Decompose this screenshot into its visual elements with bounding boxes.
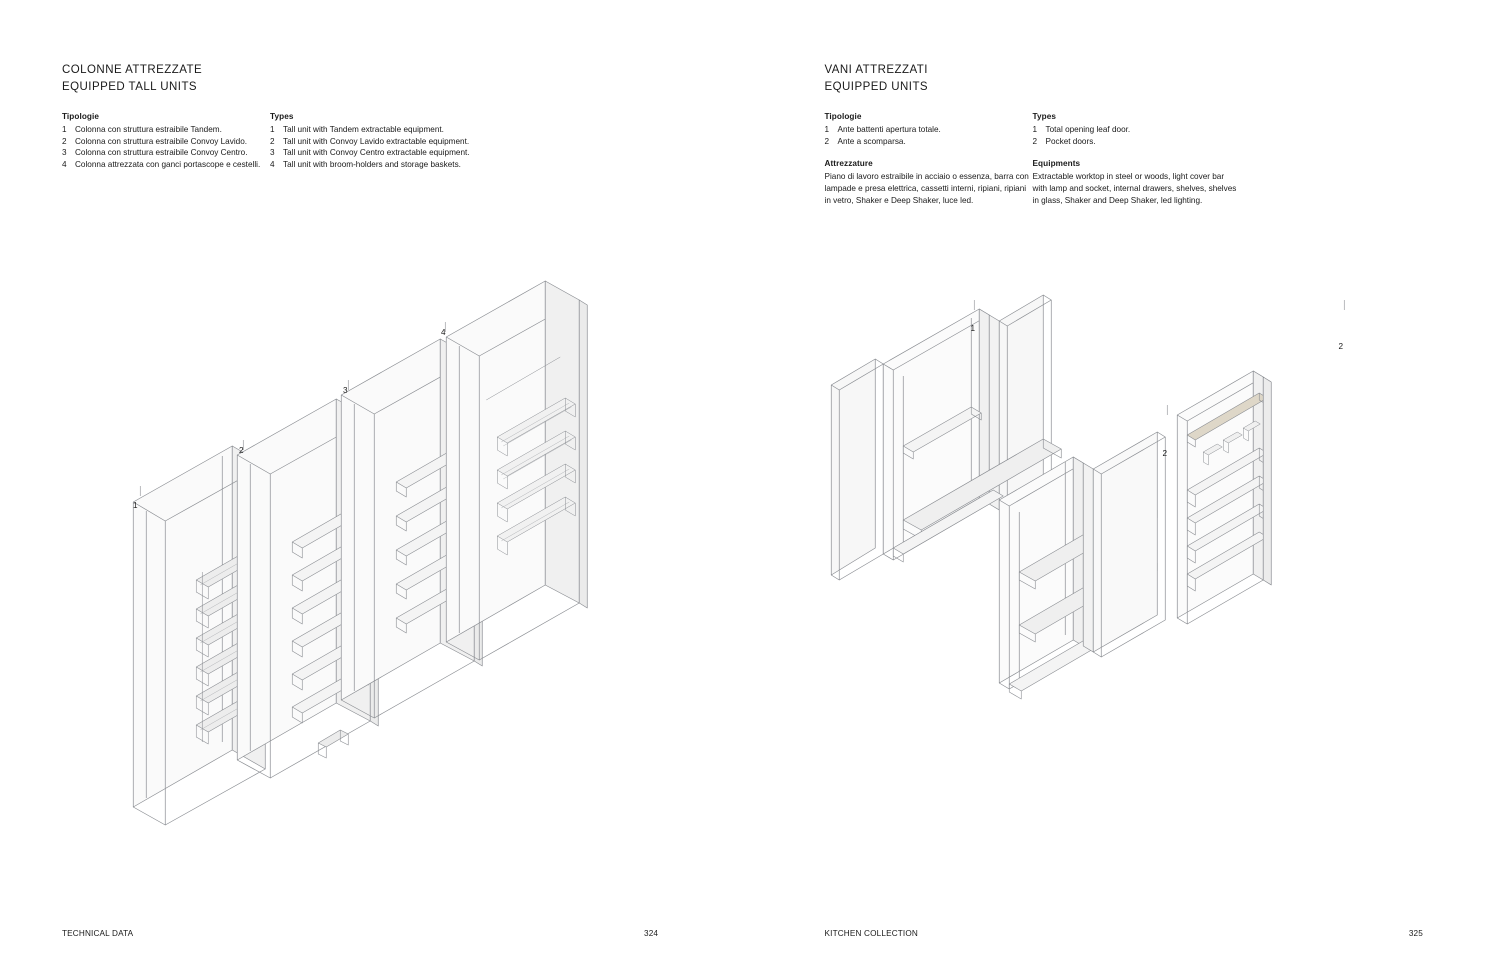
- callout-2: 2: [239, 446, 244, 455]
- list-item: [1033, 124, 1241, 136]
- callout-2b: 2: [1338, 342, 1344, 351]
- page-title-en: EQUIPPED TALL UNITS: [62, 80, 198, 93]
- tipologie-list: [62, 124, 270, 171]
- list-item-text: Tall unit with broom-holders and storage baskets.: [283, 159, 461, 169]
- page-title-it: COLONNE ATTREZZATE: [62, 64, 203, 76]
- page-title-it: VANI ATTREZZATI: [824, 64, 928, 76]
- list-item-text: Colonna con struttura estraibile Convoy Centro.: [75, 148, 248, 158]
- column-tipologie: [62, 112, 270, 171]
- list-item: [62, 124, 270, 136]
- list-item-number: 2: [62, 136, 67, 146]
- page-title: [62, 62, 202, 95]
- list-item-number: 2: [1032, 136, 1038, 146]
- list-item: [270, 159, 478, 171]
- footer-page-number: 325: [1408, 929, 1423, 938]
- types-list: [1033, 124, 1241, 147]
- list-item-number: 1: [1032, 125, 1038, 134]
- list-item: [1033, 136, 1241, 148]
- list-item-number: 1: [824, 125, 830, 134]
- callout-1: 1: [133, 501, 138, 510]
- callout-1: 1: [970, 324, 976, 333]
- footer-page-number: 324: [644, 929, 659, 938]
- list-item-text: Tall unit with Tandem extractable equipment.: [283, 125, 444, 134]
- list-item-number: 4: [270, 159, 275, 169]
- tipologie-list: [825, 124, 1033, 147]
- list-item-text: Colonna con struttura estraibile Convoy Lavido.: [75, 136, 248, 146]
- list-item: [270, 136, 478, 148]
- list-item-number: 1: [62, 125, 67, 134]
- callout-2a: 2: [1162, 449, 1168, 458]
- column-tipologie: [825, 112, 1033, 206]
- list-item-text: Total opening leaf door.: [1045, 125, 1131, 134]
- list-item-text: Tall unit with Convoy Lavido extractable equipment.: [283, 136, 470, 146]
- list-item-number: 2: [824, 136, 830, 146]
- equipments-heading: Equipments: [1032, 159, 1081, 169]
- list-item: [270, 147, 478, 159]
- tall-units-svg: [0, 280, 743, 840]
- list-item-number: 2: [270, 136, 275, 146]
- page-title-en: EQUIPPED UNITS: [824, 80, 929, 93]
- column-heading: Tipologie: [62, 112, 99, 121]
- right-text-columns: [825, 112, 1241, 206]
- list-item-text: Colonna attrezzata con ganci portascope e cestelli.: [75, 159, 261, 169]
- callout-4: 4: [441, 328, 446, 337]
- list-item-number: 1: [270, 125, 275, 134]
- column-heading: Tipologie: [824, 112, 862, 121]
- tall-units-illustration: [0, 280, 743, 840]
- attrezzature-text: Piano di lavoro estraibile in acciaio o essenza, barra con lampade e presa elettrica, cassetti interni, ripiani, ripiani in vetro, Shaker e Deep Shaker, luce led.: [824, 172, 1029, 205]
- list-item: [825, 136, 1033, 148]
- column-heading: Types: [270, 112, 294, 121]
- list-item: [62, 159, 270, 171]
- right-page: [743, 0, 1485, 968]
- list-item-text: Tall unit with Convoy Centro extractable equipment.: [283, 148, 470, 158]
- column-heading: Types: [1032, 112, 1056, 121]
- list-item: [62, 147, 270, 159]
- equipped-units-illustration: [743, 280, 1485, 840]
- list-item-text: Colonna con struttura estraibile Tandem.: [75, 125, 222, 134]
- column-types: [1033, 112, 1241, 206]
- callout-3: 3: [343, 386, 348, 395]
- list-item: [270, 124, 478, 136]
- left-text-columns: [62, 112, 478, 171]
- list-item-text: Pocket doors.: [1045, 136, 1096, 146]
- column-types: [270, 112, 478, 171]
- equipped-units-svg: [743, 280, 1485, 840]
- footer-section-label: KITCHEN COLLECTION: [824, 929, 918, 938]
- list-item: [62, 136, 270, 148]
- list-item-number: 3: [62, 148, 67, 158]
- list-item-number: 3: [270, 148, 275, 158]
- list-item-number: 4: [62, 159, 67, 169]
- types-list: [270, 124, 478, 171]
- list-item-text: Ante battenti apertura totale.: [837, 125, 941, 134]
- equipments-text: Extractable worktop in steel or woods, light cover bar with lamp and socket, internal drawers, shelves, shelves in glass, Shaker and Deep Shaker, led lighting.: [1032, 172, 1237, 205]
- page-title: [825, 62, 929, 95]
- list-item-text: Ante a scomparsa.: [837, 136, 906, 146]
- attrezzature-heading: Attrezzature: [824, 159, 873, 169]
- footer-section-label: TECHNICAL DATA: [62, 929, 134, 938]
- list-item: [825, 124, 1033, 136]
